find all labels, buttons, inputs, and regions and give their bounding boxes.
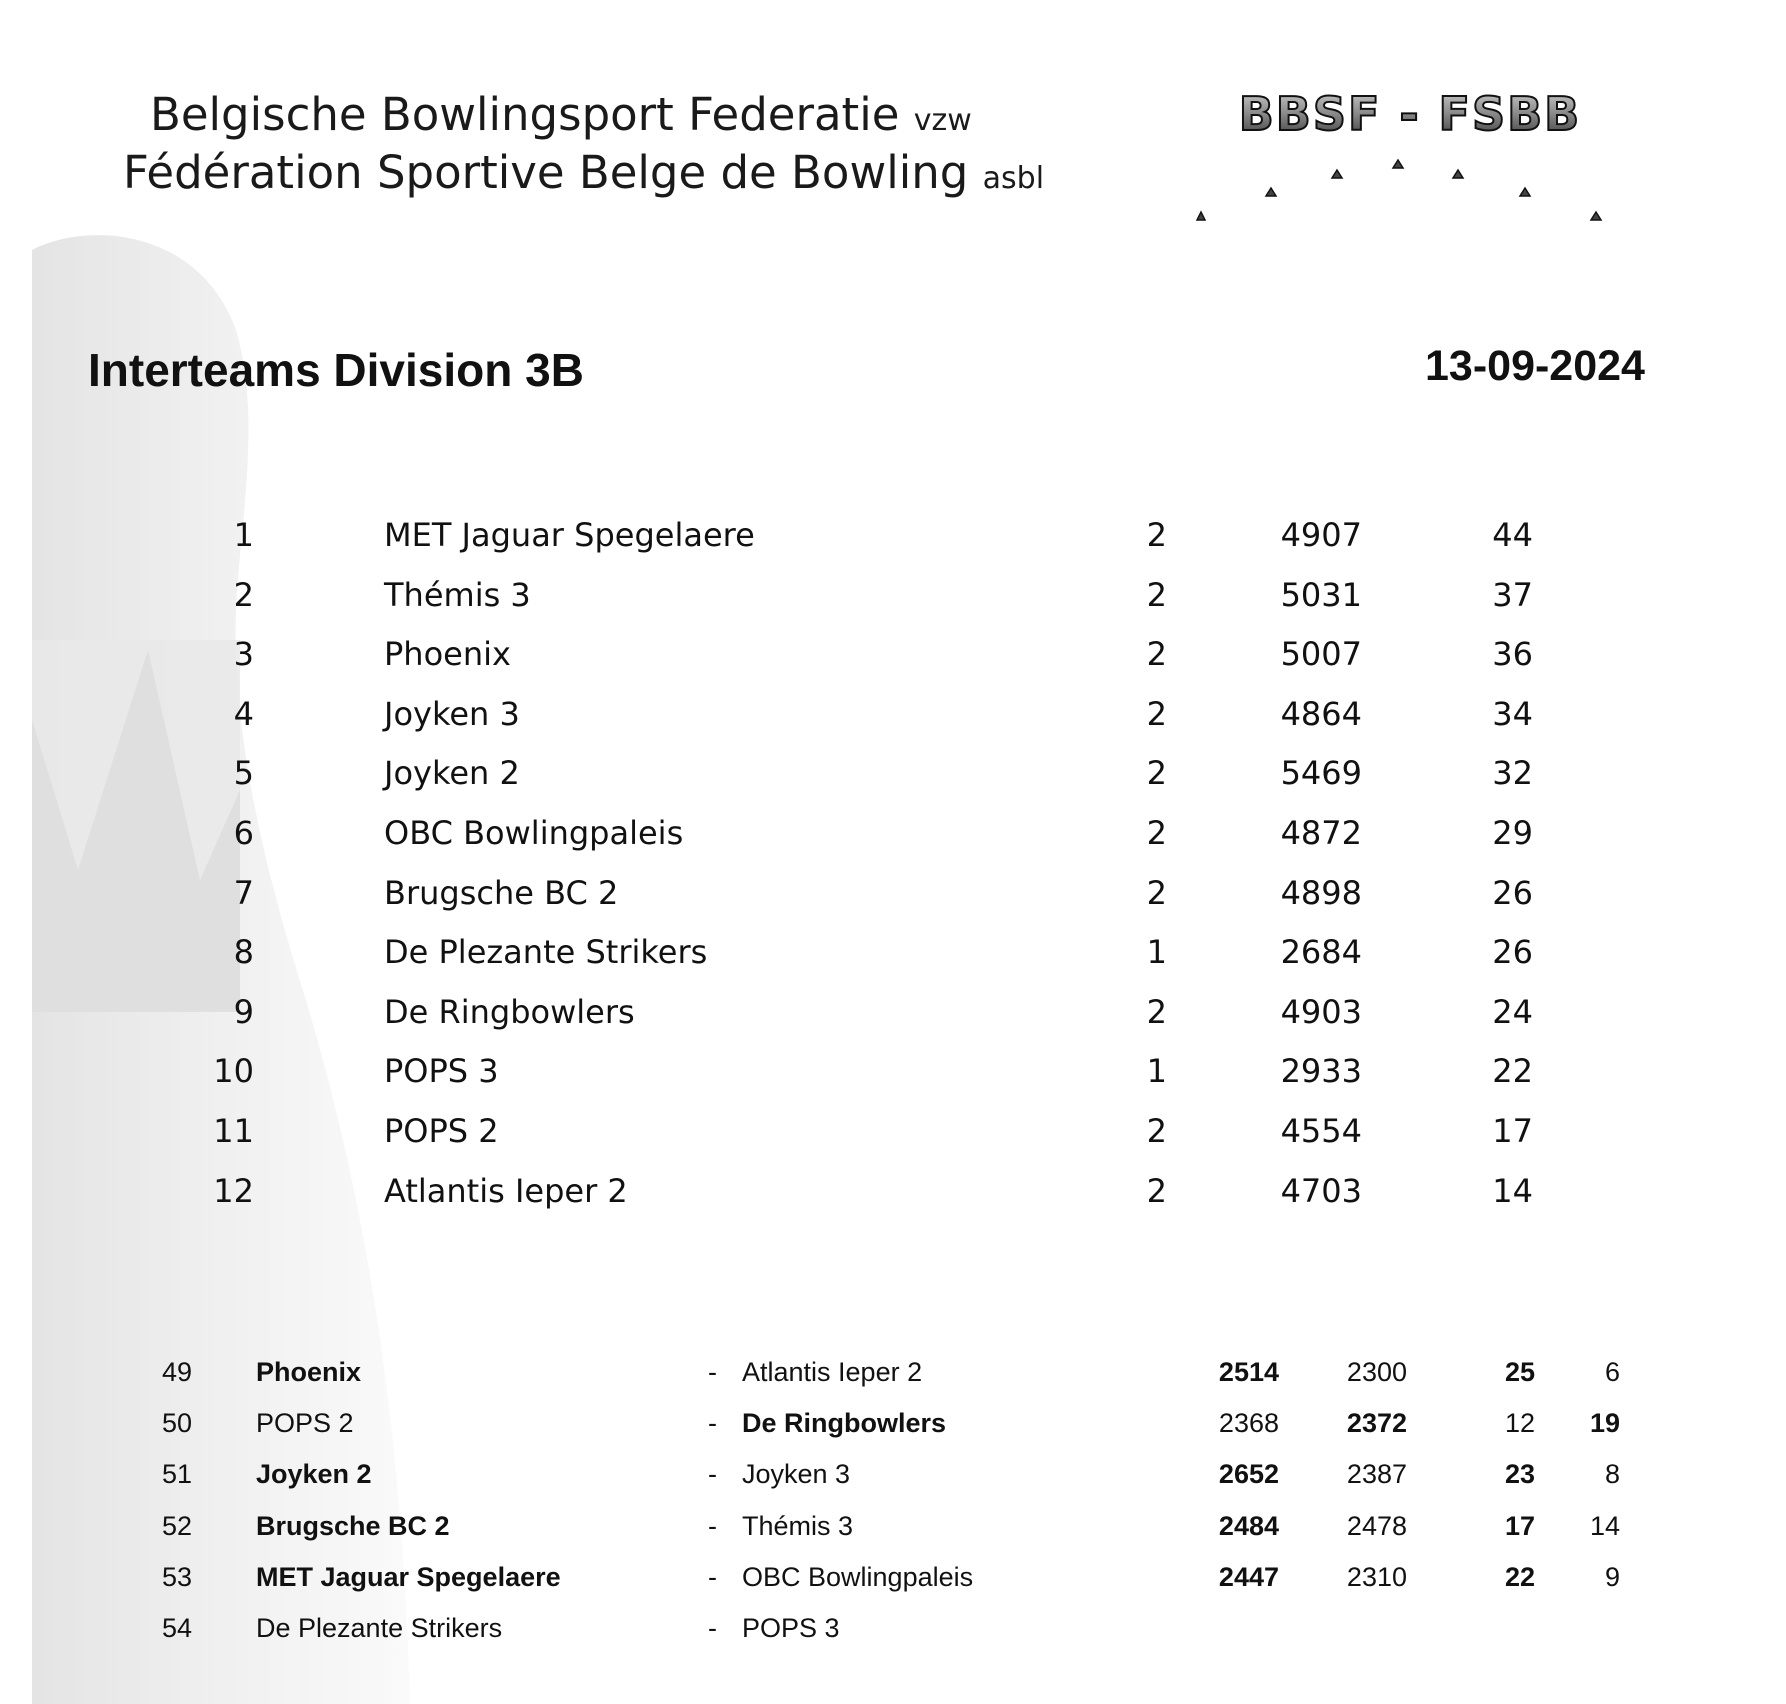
standings-pins: 4907 bbox=[1280, 516, 1362, 554]
standings-row bbox=[0, 506, 1786, 566]
away-pins: 2300 bbox=[1346, 1357, 1407, 1387]
away-team: Atlantis Ieper 2 bbox=[742, 1357, 923, 1387]
away-team: POPS 3 bbox=[742, 1612, 840, 1643]
standings-pins: 4903 bbox=[1280, 992, 1362, 1031]
away-points: 19 bbox=[1589, 1408, 1620, 1439]
match-dash: - bbox=[708, 1459, 717, 1490]
match-row bbox=[0, 1398, 1786, 1449]
standings-points: 14 bbox=[1492, 1171, 1533, 1210]
standings-rank: 11 bbox=[213, 1111, 254, 1150]
standings-team: Brugsche BC 2 bbox=[384, 873, 619, 912]
home-points: 17 bbox=[1504, 1510, 1535, 1541]
standings-pins: 2684 bbox=[1280, 933, 1362, 972]
standings-pins: 4703 bbox=[1280, 1171, 1362, 1210]
away-points: 9 bbox=[1604, 1561, 1620, 1592]
match-number: 53 bbox=[162, 1561, 193, 1592]
standings-played: 1 bbox=[1146, 1052, 1167, 1091]
federation-name-french: Fédération Sportive Belge de Bowling asbl bbox=[123, 146, 1045, 199]
standings-team: Atlantis Ieper 2 bbox=[384, 1171, 628, 1210]
standings-rank: 5 bbox=[233, 754, 254, 793]
away-points: 8 bbox=[1604, 1459, 1620, 1490]
logo-text: BBSF - FSBB bbox=[1238, 88, 1582, 141]
standings-played: 2 bbox=[1146, 754, 1167, 793]
home-team: POPS 2 bbox=[256, 1408, 354, 1439]
away-team: De Ringbowlers bbox=[742, 1408, 947, 1439]
home-team: Phoenix bbox=[256, 1357, 362, 1387]
standings-played: 2 bbox=[1146, 635, 1167, 674]
home-pins: 2652 bbox=[1218, 1459, 1279, 1490]
standings-points: 24 bbox=[1492, 992, 1533, 1031]
away-pins: 2372 bbox=[1346, 1408, 1407, 1439]
match-row bbox=[0, 1449, 1786, 1500]
standings-row bbox=[0, 983, 1786, 1043]
standings-played: 2 bbox=[1146, 575, 1167, 614]
match-dash: - bbox=[708, 1408, 717, 1439]
standings-team: De Ringbowlers bbox=[384, 992, 635, 1031]
standings-rank: 6 bbox=[233, 813, 254, 852]
standings-pins: 5469 bbox=[1280, 754, 1362, 793]
standings-rank: 1 bbox=[233, 516, 254, 554]
match-number: 52 bbox=[162, 1510, 193, 1541]
standings-pins: 5007 bbox=[1280, 635, 1362, 674]
page-date: 13-09-2024 bbox=[1425, 342, 1645, 390]
standings-pins: 5031 bbox=[1280, 575, 1362, 614]
match-row bbox=[0, 1603, 1786, 1654]
standings-table bbox=[0, 506, 1786, 1221]
home-team: Joyken 2 bbox=[256, 1459, 372, 1490]
match-number: 54 bbox=[162, 1612, 193, 1643]
away-pins: 2387 bbox=[1346, 1459, 1407, 1490]
standings-points: 22 bbox=[1492, 1052, 1533, 1091]
home-pins: 2514 bbox=[1218, 1357, 1279, 1387]
federation-suffix-asbl: asbl bbox=[982, 161, 1045, 196]
home-points: 12 bbox=[1504, 1408, 1535, 1439]
away-team: Joyken 3 bbox=[742, 1459, 851, 1490]
standings-team: Phoenix bbox=[384, 635, 511, 674]
standings-points: 17 bbox=[1492, 1111, 1533, 1150]
home-pins: 2447 bbox=[1218, 1561, 1279, 1592]
home-points: 23 bbox=[1504, 1459, 1535, 1490]
standings-played: 1 bbox=[1146, 933, 1167, 972]
home-team: Brugsche BC 2 bbox=[256, 1510, 450, 1541]
standings-row bbox=[0, 1042, 1786, 1102]
standings-rank: 7 bbox=[233, 873, 254, 912]
standings-row bbox=[0, 1102, 1786, 1162]
standings-points: 26 bbox=[1492, 933, 1533, 972]
away-team: Thémis 3 bbox=[742, 1510, 854, 1541]
standings-points: 34 bbox=[1492, 694, 1533, 733]
match-number: 50 bbox=[162, 1408, 193, 1439]
standings-points: 37 bbox=[1492, 575, 1533, 614]
standings-rank: 9 bbox=[233, 992, 254, 1031]
standings-points: 44 bbox=[1492, 516, 1533, 554]
standings-pins: 4898 bbox=[1280, 873, 1362, 912]
match-results-table bbox=[0, 1347, 1786, 1654]
standings-points: 32 bbox=[1492, 754, 1533, 793]
federation-suffix-vzw: vzw bbox=[913, 103, 972, 138]
standings-rank: 12 bbox=[213, 1171, 254, 1210]
standings-team: MET Jaguar Spegelaere bbox=[384, 516, 755, 554]
standings-played: 2 bbox=[1146, 813, 1167, 852]
away-points: 14 bbox=[1589, 1510, 1620, 1541]
standings-team: Thémis 3 bbox=[384, 575, 531, 614]
standings-row bbox=[0, 804, 1786, 864]
standings-pins: 4554 bbox=[1280, 1111, 1362, 1150]
standings-row bbox=[0, 864, 1786, 924]
standings-row bbox=[0, 923, 1786, 983]
standings-team: Joyken 2 bbox=[384, 754, 520, 793]
home-team: MET Jaguar Spegelaere bbox=[256, 1561, 561, 1592]
standings-played: 2 bbox=[1146, 516, 1167, 554]
federation-name-dutch: Belgische Bowlingsport Federatie vzw bbox=[150, 88, 972, 141]
standings-rank: 4 bbox=[233, 694, 254, 733]
standings-row bbox=[0, 744, 1786, 804]
standings-row bbox=[0, 625, 1786, 685]
standings-team: Joyken 3 bbox=[384, 694, 520, 733]
standings-rank: 3 bbox=[233, 635, 254, 674]
match-dash: - bbox=[708, 1510, 717, 1541]
home-team: De Plezante Strikers bbox=[256, 1612, 503, 1643]
match-number: 49 bbox=[162, 1357, 193, 1387]
home-pins: 2368 bbox=[1218, 1408, 1279, 1439]
standings-played: 2 bbox=[1146, 694, 1167, 733]
standings-team: OBC Bowlingpaleis bbox=[384, 813, 684, 852]
away-team: OBC Bowlingpaleis bbox=[742, 1561, 974, 1592]
standings-pins: 4872 bbox=[1280, 813, 1362, 852]
standings-points: 26 bbox=[1492, 873, 1533, 912]
standings-rank: 2 bbox=[233, 575, 254, 614]
standings-row bbox=[0, 1162, 1786, 1222]
standings-pins: 4864 bbox=[1280, 694, 1362, 733]
home-pins: 2484 bbox=[1218, 1510, 1279, 1541]
away-pins: 2310 bbox=[1346, 1561, 1407, 1592]
match-row bbox=[0, 1552, 1786, 1603]
match-row bbox=[0, 1501, 1786, 1552]
standings-played: 2 bbox=[1146, 992, 1167, 1031]
standings-played: 2 bbox=[1146, 1171, 1167, 1210]
match-dash: - bbox=[708, 1357, 717, 1387]
standings-played: 2 bbox=[1146, 1111, 1167, 1150]
bbsf-fsbb-logo bbox=[1180, 88, 1640, 238]
away-points: 6 bbox=[1604, 1357, 1620, 1387]
match-dash: - bbox=[708, 1612, 717, 1643]
standings-row bbox=[0, 566, 1786, 626]
match-row bbox=[0, 1347, 1786, 1398]
standings-rank: 8 bbox=[233, 933, 254, 972]
match-dash: - bbox=[708, 1561, 717, 1592]
standings-team: De Plezante Strikers bbox=[384, 933, 708, 972]
standings-points: 36 bbox=[1492, 635, 1533, 674]
match-number: 51 bbox=[162, 1459, 193, 1490]
standings-team: POPS 2 bbox=[384, 1111, 499, 1150]
pin-triangles-decoration bbox=[1197, 160, 1601, 220]
standings-row bbox=[0, 685, 1786, 745]
page-title: Interteams Division 3B bbox=[88, 344, 584, 396]
standings-team: POPS 3 bbox=[384, 1052, 499, 1091]
home-points: 25 bbox=[1504, 1357, 1535, 1387]
standings-points: 29 bbox=[1492, 813, 1533, 852]
standings-rank: 10 bbox=[213, 1052, 254, 1091]
standings-pins: 2933 bbox=[1280, 1052, 1362, 1091]
away-pins: 2478 bbox=[1346, 1510, 1407, 1541]
home-points: 22 bbox=[1504, 1561, 1535, 1592]
standings-played: 2 bbox=[1146, 873, 1167, 912]
